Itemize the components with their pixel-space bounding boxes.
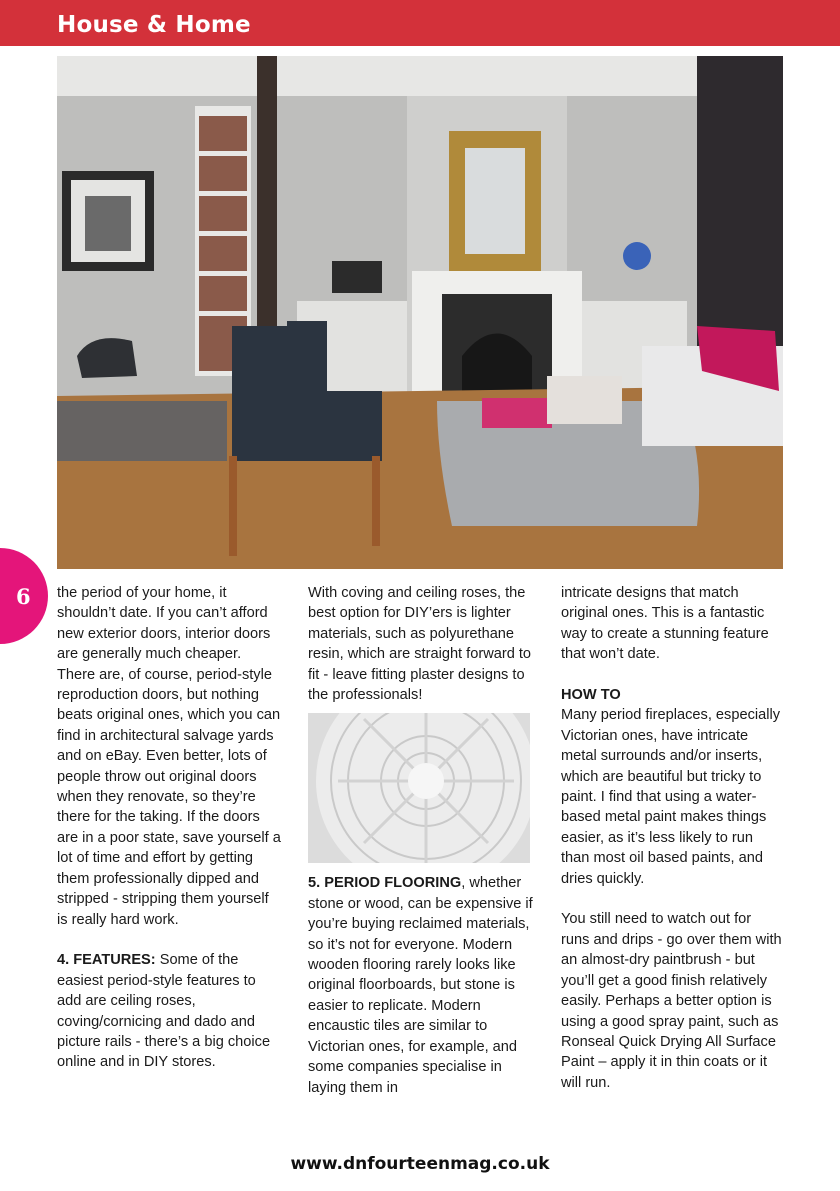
col2-paragraph-1: With coving and ceiling roses, the best option for DIY’ers is lighter materials, such as polyurethane resin, which are straight forward to fit - leave fitting plaster designs to the professionals! (308, 585, 532, 704)
text-column-2 (308, 583, 534, 1098)
col1-paragraph-2 (57, 950, 283, 1072)
col1-features-text: Some of the easiest period-style features to add are ceiling roses, coving/cornicing and dado and picture rails - there’s a big choice online and in DIY stores. (57, 952, 271, 1071)
col2-paragraph-2 (308, 873, 534, 1097)
col2-flooring-text: , whether stone or wood, can be expensive if you’re buying reclaimed materials, so it’s not for everyone. Modern wooden flooring rarely looks like original floorboards, but stone is easier to replicate. Modern encaustic tiles are similar to Victorian ones, for example, and some companies specialise in laying them in (308, 875, 533, 1096)
text-column-1 (57, 583, 283, 1073)
col3-paragraph-3: You still need to watch out for runs and drips - go over them with an almost-dry paintbrush - but you’ll get a good finish relatively easily. Perhaps a better option is using a good spray paint, such as Ronseal Quick Drying All Surface Paint – apply it in thin coats or it will run. (561, 911, 782, 1091)
col3-heading-how-to: HOW TO (561, 687, 621, 704)
col3-paragraph-1: intricate designs that match original ones. This is a fantastic way to create a stunning feature that won’t date. (561, 585, 769, 663)
footer-url: www.dnfourteenmag.co.uk (290, 1154, 550, 1174)
ceiling-rose-illustration (308, 713, 530, 863)
col3-how-to-text: Many period fireplaces, especially Victorian ones, have intricate metal surrounds and/or inserts, which are beautiful but tricky to paint. I find that using a water-based metal paint makes things easier, as it’s less likely to run than most oil based paints, and dries quickly. (561, 707, 781, 887)
text-column-3 (561, 583, 783, 1093)
col1-paragraph-1: the period of your home, it shouldn’t date. If you can’t afford new exterior doors, interior doors are generally much cheaper. There are, of course, period-style reproduction doors, but nothing beats original ones, which you can find in architectural salvage yards and on eBay. Even better, lots of people throw out original doors when they renovate, so they’re there for the taking. If the doors are in a poor state, save yourself a lot of time and effort by getting them professionally dipped and stripped - stripping them yourself is really hard work. (57, 585, 281, 928)
col2-heading-flooring: 5. PERIOD FLOORING (308, 875, 462, 892)
living-room-illustration (57, 56, 783, 569)
section-title: House & Home (57, 12, 251, 38)
ceiling-rose-photo (308, 713, 530, 863)
col3-paragraph-2 (561, 685, 783, 889)
col1-heading-features: 4. FEATURES: (57, 952, 156, 969)
page-number: 6 (16, 584, 31, 609)
living-room-photo (57, 56, 783, 569)
